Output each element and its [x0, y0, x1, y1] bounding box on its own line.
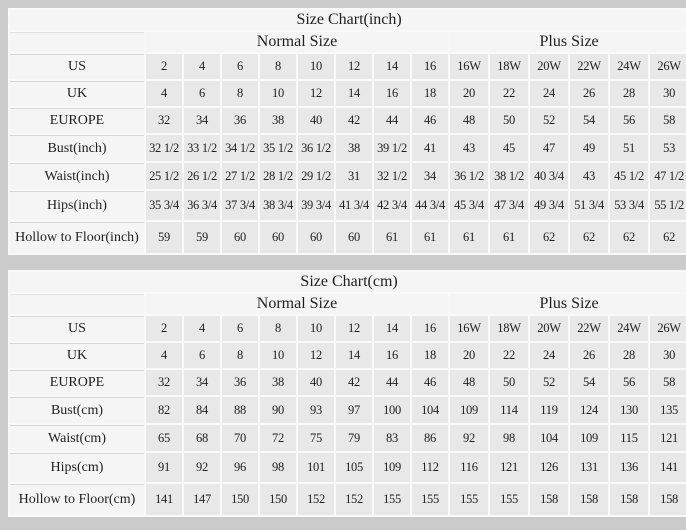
value-cell: 40	[298, 370, 334, 395]
value-cell: 46	[412, 370, 448, 395]
value-cell: 42	[336, 370, 372, 395]
value-cell: 51 3/4	[570, 191, 608, 220]
value-cell: 62	[650, 222, 686, 253]
value-cell: 16	[412, 54, 448, 79]
table-row	[10, 484, 686, 515]
table-row	[10, 453, 686, 482]
table-row	[10, 135, 686, 161]
value-cell: 43	[570, 163, 608, 189]
value-cell: 104	[412, 397, 448, 423]
table-title: Size Chart(cm)	[10, 272, 686, 292]
value-cell: 32 1/2	[146, 135, 182, 161]
value-cell: 25 1/2	[146, 163, 182, 189]
value-cell: 112	[412, 453, 448, 482]
value-cell: 56	[610, 108, 648, 133]
value-cell: 4	[184, 316, 220, 341]
value-cell: 2	[146, 54, 182, 79]
value-cell: 32	[146, 108, 182, 133]
table-row	[10, 163, 686, 189]
value-cell: 46	[412, 108, 448, 133]
row-label: Waist(inch)	[10, 163, 144, 189]
value-cell: 136	[610, 453, 648, 482]
value-cell: 59	[184, 222, 220, 253]
value-cell: 100	[374, 397, 410, 423]
table-row	[10, 222, 686, 253]
value-cell: 91	[146, 453, 182, 482]
value-cell: 45	[490, 135, 528, 161]
value-cell: 50	[490, 370, 528, 395]
value-cell: 60	[222, 222, 258, 253]
table-title-row	[10, 272, 686, 292]
value-cell: 18W	[490, 54, 528, 79]
value-cell: 124	[570, 397, 608, 423]
value-cell: 10	[260, 343, 296, 368]
value-cell: 88	[222, 397, 258, 423]
value-cell: 45 1/2	[610, 163, 648, 189]
value-cell: 18W	[490, 316, 528, 341]
value-cell: 86	[412, 425, 448, 451]
value-cell: 60	[336, 222, 372, 253]
row-label: Hollow to Floor(cm)	[10, 484, 144, 515]
value-cell: 150	[260, 484, 296, 515]
value-cell: 83	[374, 425, 410, 451]
value-cell: 31	[336, 163, 372, 189]
value-cell: 79	[336, 425, 372, 451]
value-cell: 41	[412, 135, 448, 161]
value-cell: 105	[336, 453, 372, 482]
row-label: US	[10, 316, 144, 341]
value-cell: 56	[610, 370, 648, 395]
value-cell: 48	[450, 370, 488, 395]
value-cell: 28 1/2	[260, 163, 296, 189]
value-cell: 14	[336, 81, 372, 106]
value-cell: 18	[412, 343, 448, 368]
value-cell: 59	[146, 222, 182, 253]
value-cell: 82	[146, 397, 182, 423]
value-cell: 24	[530, 81, 568, 106]
value-cell: 60	[298, 222, 334, 253]
value-cell: 20W	[530, 316, 568, 341]
value-cell: 26	[570, 343, 608, 368]
value-cell: 16	[374, 343, 410, 368]
value-cell: 16	[374, 81, 410, 106]
value-cell: 158	[530, 484, 568, 515]
value-cell: 14	[374, 54, 410, 79]
value-cell: 109	[570, 425, 608, 451]
column-group-header-row	[10, 294, 686, 314]
value-cell: 28	[610, 343, 648, 368]
column-group-header: Normal Size	[146, 294, 448, 314]
value-cell: 104	[530, 425, 568, 451]
value-cell: 155	[450, 484, 488, 515]
value-cell: 61	[374, 222, 410, 253]
value-cell: 121	[650, 425, 686, 451]
row-label: EUROPE	[10, 108, 144, 133]
value-cell: 72	[260, 425, 296, 451]
value-cell: 75	[298, 425, 334, 451]
value-cell: 24W	[610, 54, 648, 79]
corner-cell	[10, 32, 144, 52]
value-cell: 114	[490, 397, 528, 423]
value-cell: 22	[490, 81, 528, 106]
value-cell: 34	[184, 108, 220, 133]
value-cell: 38	[260, 108, 296, 133]
value-cell: 48	[450, 108, 488, 133]
value-cell: 116	[450, 453, 488, 482]
value-cell: 38 1/2	[490, 163, 528, 189]
value-cell: 41 3/4	[336, 191, 372, 220]
value-cell: 28	[610, 81, 648, 106]
value-cell: 14	[374, 316, 410, 341]
value-cell: 26	[570, 81, 608, 106]
value-cell: 58	[650, 370, 686, 395]
value-cell: 6	[222, 54, 258, 79]
size-chart-cm-table	[8, 270, 686, 517]
value-cell: 97	[336, 397, 372, 423]
value-cell: 141	[650, 453, 686, 482]
value-cell: 70	[222, 425, 258, 451]
value-cell: 36 1/2	[450, 163, 488, 189]
value-cell: 26 1/2	[184, 163, 220, 189]
row-label: Bust(inch)	[10, 135, 144, 161]
value-cell: 62	[530, 222, 568, 253]
value-cell: 135	[650, 397, 686, 423]
value-cell: 44 3/4	[412, 191, 448, 220]
value-cell: 8	[260, 316, 296, 341]
value-cell: 158	[610, 484, 648, 515]
value-cell: 155	[490, 484, 528, 515]
value-cell: 44	[374, 108, 410, 133]
value-cell: 62	[570, 222, 608, 253]
size-chart-inch-table	[8, 8, 686, 255]
value-cell: 147	[184, 484, 220, 515]
value-cell: 47 3/4	[490, 191, 528, 220]
value-cell: 60	[260, 222, 296, 253]
value-cell: 32 1/2	[374, 163, 410, 189]
value-cell: 20W	[530, 54, 568, 79]
value-cell: 65	[146, 425, 182, 451]
table-title: Size Chart(inch)	[10, 10, 686, 30]
value-cell: 92	[184, 453, 220, 482]
row-label: UK	[10, 81, 144, 106]
value-cell: 22W	[570, 316, 608, 341]
table-row	[10, 343, 686, 368]
value-cell: 115	[610, 425, 648, 451]
corner-cell	[10, 294, 144, 314]
value-cell: 36	[222, 370, 258, 395]
value-cell: 52	[530, 370, 568, 395]
value-cell: 158	[570, 484, 608, 515]
value-cell: 20	[450, 81, 488, 106]
value-cell: 39 1/2	[374, 135, 410, 161]
value-cell: 34	[412, 163, 448, 189]
value-cell: 24W	[610, 316, 648, 341]
value-cell: 92	[450, 425, 488, 451]
value-cell: 61	[490, 222, 528, 253]
value-cell: 42 3/4	[374, 191, 410, 220]
value-cell: 131	[570, 453, 608, 482]
value-cell: 38 3/4	[260, 191, 296, 220]
value-cell: 30	[650, 343, 686, 368]
value-cell: 12	[298, 343, 334, 368]
value-cell: 47 1/2	[650, 163, 686, 189]
value-cell: 53	[650, 135, 686, 161]
value-cell: 84	[184, 397, 220, 423]
value-cell: 152	[336, 484, 372, 515]
table-title-row	[10, 10, 686, 30]
value-cell: 10	[298, 316, 334, 341]
value-cell: 52	[530, 108, 568, 133]
value-cell: 109	[374, 453, 410, 482]
value-cell: 14	[336, 343, 372, 368]
value-cell: 44	[374, 370, 410, 395]
value-cell: 12	[298, 81, 334, 106]
value-cell: 155	[412, 484, 448, 515]
value-cell: 16	[412, 316, 448, 341]
value-cell: 119	[530, 397, 568, 423]
table-row	[10, 316, 686, 341]
row-label: Hollow to Floor(inch)	[10, 222, 144, 253]
value-cell: 16W	[450, 54, 488, 79]
value-cell: 50	[490, 108, 528, 133]
table-row	[10, 108, 686, 133]
value-cell: 30	[650, 81, 686, 106]
value-cell: 8	[222, 81, 258, 106]
value-cell: 96	[222, 453, 258, 482]
column-group-header-row	[10, 32, 686, 52]
value-cell: 4	[146, 343, 182, 368]
value-cell: 26W	[650, 316, 686, 341]
value-cell: 98	[490, 425, 528, 451]
value-cell: 98	[260, 453, 296, 482]
value-cell: 10	[298, 54, 334, 79]
value-cell: 34 1/2	[222, 135, 258, 161]
value-cell: 27 1/2	[222, 163, 258, 189]
value-cell: 49	[570, 135, 608, 161]
value-cell: 150	[222, 484, 258, 515]
table-row	[10, 397, 686, 423]
value-cell: 18	[412, 81, 448, 106]
value-cell: 26W	[650, 54, 686, 79]
value-cell: 45 3/4	[450, 191, 488, 220]
value-cell: 43	[450, 135, 488, 161]
value-cell: 130	[610, 397, 648, 423]
value-cell: 22	[490, 343, 528, 368]
column-group-header: Plus Size	[450, 294, 686, 314]
value-cell: 62	[610, 222, 648, 253]
value-cell: 6	[184, 343, 220, 368]
value-cell: 35 3/4	[146, 191, 182, 220]
value-cell: 109	[450, 397, 488, 423]
value-cell: 16W	[450, 316, 488, 341]
value-cell: 101	[298, 453, 334, 482]
value-cell: 20	[450, 343, 488, 368]
value-cell: 121	[490, 453, 528, 482]
table-row	[10, 370, 686, 395]
row-label: Hips(cm)	[10, 453, 144, 482]
value-cell: 10	[260, 81, 296, 106]
row-label: Waist(cm)	[10, 425, 144, 451]
table-row	[10, 81, 686, 106]
table-row	[10, 54, 686, 79]
value-cell: 36 3/4	[184, 191, 220, 220]
value-cell: 58	[650, 108, 686, 133]
row-label: Hips(inch)	[10, 191, 144, 220]
value-cell: 35 1/2	[260, 135, 296, 161]
value-cell: 42	[336, 108, 372, 133]
value-cell: 37 3/4	[222, 191, 258, 220]
table-row	[10, 191, 686, 220]
value-cell: 12	[336, 54, 372, 79]
value-cell: 54	[570, 108, 608, 133]
value-cell: 152	[298, 484, 334, 515]
value-cell: 32	[146, 370, 182, 395]
value-cell: 55 1/2	[650, 191, 686, 220]
value-cell: 36	[222, 108, 258, 133]
value-cell: 4	[146, 81, 182, 106]
value-cell: 6	[222, 316, 258, 341]
value-cell: 24	[530, 343, 568, 368]
value-cell: 40	[298, 108, 334, 133]
value-cell: 141	[146, 484, 182, 515]
value-cell: 6	[184, 81, 220, 106]
value-cell: 34	[184, 370, 220, 395]
value-cell: 51	[610, 135, 648, 161]
column-group-header: Normal Size	[146, 32, 448, 52]
value-cell: 53 3/4	[610, 191, 648, 220]
value-cell: 40 3/4	[530, 163, 568, 189]
value-cell: 158	[650, 484, 686, 515]
value-cell: 36 1/2	[298, 135, 334, 161]
row-label: UK	[10, 343, 144, 368]
value-cell: 4	[184, 54, 220, 79]
value-cell: 54	[570, 370, 608, 395]
value-cell: 39 3/4	[298, 191, 334, 220]
value-cell: 68	[184, 425, 220, 451]
value-cell: 29 1/2	[298, 163, 334, 189]
row-label: Bust(cm)	[10, 397, 144, 423]
value-cell: 12	[336, 316, 372, 341]
value-cell: 61	[450, 222, 488, 253]
table-row	[10, 425, 686, 451]
value-cell: 8	[222, 343, 258, 368]
value-cell: 155	[374, 484, 410, 515]
value-cell: 38	[260, 370, 296, 395]
value-cell: 47	[530, 135, 568, 161]
value-cell: 2	[146, 316, 182, 341]
row-label: EUROPE	[10, 370, 144, 395]
value-cell: 126	[530, 453, 568, 482]
value-cell: 61	[412, 222, 448, 253]
value-cell: 8	[260, 54, 296, 79]
value-cell: 49 3/4	[530, 191, 568, 220]
value-cell: 38	[336, 135, 372, 161]
value-cell: 22W	[570, 54, 608, 79]
value-cell: 93	[298, 397, 334, 423]
value-cell: 90	[260, 397, 296, 423]
column-group-header: Plus Size	[450, 32, 686, 52]
row-label: US	[10, 54, 144, 79]
value-cell: 33 1/2	[184, 135, 220, 161]
